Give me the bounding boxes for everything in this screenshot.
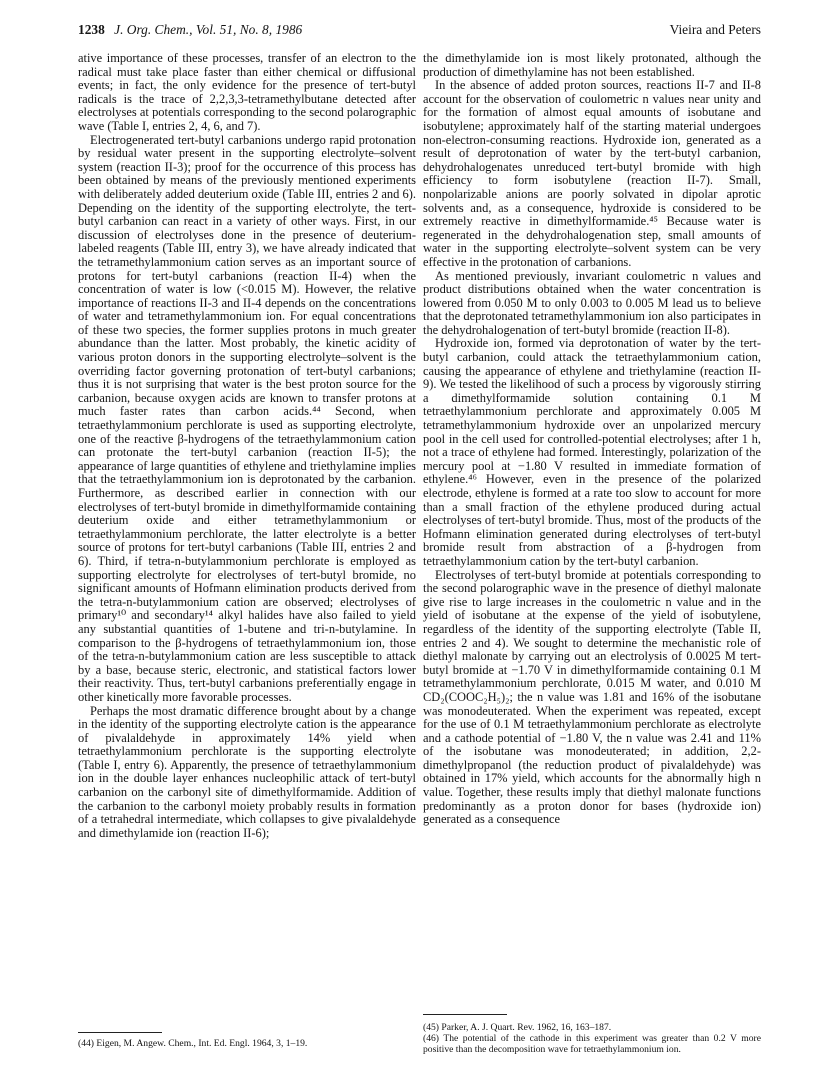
paragraph: ative importance of these processes, transfer of an electron to the radical must take place faster than either chemical or diffusional events; in fact, the only evidence for the presence of tert-butyl radicals is the trace of 2,2,3,3-tetramethylbutane detected after electrolyses at potentials corresponding to the second polarographic wave (Table I, entries 2, 4, 6, and 7). [78,51,416,133]
page-number: 1238 [78,22,105,37]
footnotes-right [423,1023,761,1055]
paragraph: Electrogenerated tert-butyl carbanions undergo rapid protonation by residual water present in the supporting electrolyte–solvent system (reaction II-3); proof for the occurrence of this process has been obtained by means of the previously mentioned experiments with deliberately added deuterium oxide (Table III, entries 2 and 6). Depending on the identity of the supporting electrolyte, the tert-butyl carbanion can react in a variety of other ways. First, in our discussion of electrolyses done in the presence of deuterium-labeled reagents (Table III, entry 3), we have already indicated that the tetramethylammonium cation serves as an important source of protons for tert-butyl carbanions (reaction II-4) when the concentration of water is low (<0.015 M). However, the relative importance of reactions II-3 and II-4 depends on the concentrations of water and tetramethylammonium ion. For equal concentrations of these two species, the former supplies protons in much greater abundance than the latter. Most probably, the kinetic acidity of various proton donors in the supporting electrolyte–solvent is the overriding factor governing protonation of tert-butyl carbanions; thus it is not surprising that water is the best proton source for the carbanion, because oxygen acids are known to transfer protons at much faster rates than carbon acids.⁴⁴ Second, when tetraethylammonium perchlorate is used as supporting electrolyte, one of the reactive β-hydrogens of the tetraethylammonium cation can protonate the tert-butyl carbanion (reaction II-5); the appearance of large quantities of ethylene and triethylamine implies that the tetraethylammonium ion is deprotonated by the carbanion. Furthermore, as described earlier in connection with our electrolyses of tert-butyl bromide in dimethylformamide containing deuterium oxide and either tetramethylammonium or tetraethylammonium perchlorate, the latter electrolyte is a better source of protons for tert-butyl carbanions (Table III, entries 2 and 6). Third, if tetra-n-butylammonium perchlorate is employed as supporting electrolyte for electrolyses of tert-butyl bromide, no significant amounts of Hofmann elimination products derived from the tetra-n-butylammonium cation are observed; electrolyses of primary¹⁰ and secondary¹⁴ alkyl halides have also failed to yield any substantial quantities of 1-butene and tri-n-butylamine. In comparison to the β-hydrogens of tetraethylammonium ion, those of the tetra-n-butylammonium cation are less susceptible to attack by a base, because steric, electronic, and statistical factors lower their reactivity. Thus, tert-butyl carbanions preferentially engage in other kinetically more favorable processes. [78,132,416,704]
right-column [423,52,761,827]
paragraph: Perhaps the most dramatic difference brought about by a change in the identity of the supporting electrolyte cation is the appearance of pivalaldehyde in approximately 14% yield when tetraethylammonium perchlorate is the supporting electrolyte (Table I, entry 6). Apparently, the presence of tetraethylammonium ion in the double layer enhances nucleophilic attack of tert-butyl carbanion on the carbonyl site of dimethylformamide. Addition of the carbanion to the carbonyl moiety probably results in formation of a tetrahedral intermediate, which collapses to give pivalaldehyde and dimethylamide ion (reaction II-6); [78,703,416,840]
paragraph: As mentioned previously, invariant coulometric n values and product distributions obtained when the water concentration is lowered from 0.050 M to only 0.003 to 0.005 M lead us to believe that the deprotonated tetramethylammonium ion also participates in the dehydrohalogenation of tert-butyl bromide (reaction II-8). [423,268,761,337]
authors: Vieira and Peters [669,22,761,37]
paragraph: Hydroxide ion, formed via deprotonation of water by the tert-butyl carbanion, could attack the tetraethylammonium cation, causing the appearance of ethylene and triethylamine (reaction II-9). We tested the likelihood of such a process by vigorously stirring a dimethylformamide solution containing 0.1 M tetraethylammonium perchlorate and approximately 0.005 M tetramethylammonium hydroxide over an unpolarized mercury pool in the cell used for controlled-potential electrolyses; after 1 h, not a trace of ethylene had formed. Interestingly, polarization of the mercury pool at −1.80 V resulted in immediate formation of ethylene.⁴⁶ However, even in the presence of the polarized electrode, ethylene is formed at a rate too slow to account for more than a small fraction of the ethylene produced during actual electrolyses of tert-butyl bromide. Thus, most of the products of the Hofmann elimination generated during electrolyses of tert-butyl bromide result from abstraction of a β-hydrogen from tetraethylammonium cation by the tert-butyl carbanion. [423,336,761,568]
journal-name: J. Org. Chem., Vol. 51, No. 8, 1986 [114,22,303,37]
journal-citation [78,22,302,38]
footnote-divider [423,1014,507,1015]
footnote-45: (45) Parker, A. J. Quart. Rev. 1962, 16, 163–187. [423,1022,612,1033]
footnote-46: (46) The potential of the cathode in this experiment was greater than 0.2 V more positive than the decomposition wave for tetraethylammonium ion. [423,1032,761,1055]
paragraph: the dimethylamide ion is most likely protonated, although the production of dimethylamine has not been established. [423,51,761,79]
paragraph: Electrolyses of tert-butyl bromide at potentials corresponding to the second polarographic wave in the presence of diethyl malonate give rise to large increases in the coulometric n value and in the yield of isobutane at the expense of the yield of isobutylene, regardless of the identity of the supporting electrolyte (Table II, entries 2 and 4). We sought to determine the mechanistic role of diethyl malonate by carrying out an electrolysis of 0.0025 M tert-butyl bromide at −1.70 V in dimethylformamide containing 0.1 M tetramethylammonium perchlorate, 0.015 M water, and 0.010 M CD₂(COOC₂H₅)₂; the n value was 1.81 and 16% of the isobutane was monodeuterated. When the experiment was repeated, except for the use of 0.1 M tetraethylammonium perchlorate as electrolyte and a cathode potential of −1.80 V, the n value was 2.41 and 11% of the isobutane was monodeuterated; in addition, 2,2-dimethylpropanol (the reduction product of pivalaldehyde) was obtained in 17% yield, which accounts for the abnormally high n value. Together, these results imply that diethyl malonate functions predominantly as a proton donor for bases (hydroxide ion) generated as a consequence [423,567,761,827]
footnote-44: (44) Eigen, M. Angew. Chem., Int. Ed. Engl. 1964, 3, 1–19. [78,1038,308,1049]
footnote-divider [78,1032,162,1033]
footnotes-left [78,1039,416,1050]
left-column [78,52,416,840]
paragraph: In the absence of added proton sources, reactions II-7 and II-8 account for the observation of coulometric n values near unity and for the formation of almost equal amounts of isobutane and isobutylene; approximately half of the starting material undergoes non-electron-consuming reactions. Hydroxide ion, generated as a result of deprotonation of water by the tert-butyl carbanion, dehydrohalogenates unreduced tert-butyl bromide with high efficiency to form isobutylene (reaction II-7). Small, nonpolarizable anions are poorly solvated in dipolar aprotic solvents and, as a consequence, hydroxide is considered to be extremely reactive in dimethylformamide.⁴⁵ Because water is regenerated in the dehydrohalogenation step, small amounts of water in the supporting electrolyte–solvent system can be very effective in the protonation of carbanions. [423,78,761,269]
running-header [78,22,761,42]
